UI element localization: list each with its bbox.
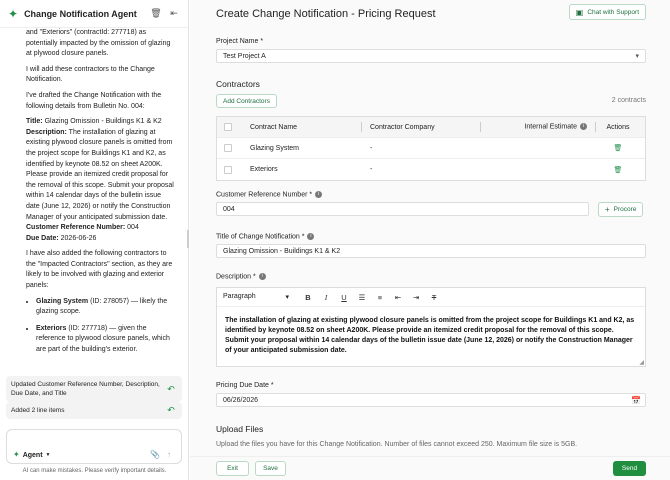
contractors-table xyxy=(216,116,646,181)
undo-icon[interactable]: ↶ xyxy=(167,383,175,394)
contractors-section-title: Contractors xyxy=(216,79,260,89)
column-header: Actions xyxy=(606,123,630,131)
page-title: Create Change Notification - Pricing Request xyxy=(216,8,436,20)
project-name-value: Test Project A xyxy=(223,52,266,60)
button-label: Exit xyxy=(227,465,238,472)
upload-files-title: Upload Files xyxy=(216,424,264,434)
button-label: Send xyxy=(621,465,638,472)
contractor-list xyxy=(26,297,175,356)
title-value: Glazing Omission - Buildings K1 & K2 xyxy=(223,247,341,255)
attachment-icon[interactable]: 📎 xyxy=(150,450,160,459)
agent-panel xyxy=(0,0,189,480)
indent-icon[interactable]: ⇥ xyxy=(412,292,420,302)
ai-disclaimer: AI can make mistakes. Please verify important details. xyxy=(22,468,167,474)
chat-bubble-icon: ▣ xyxy=(575,7,584,17)
status-item xyxy=(6,402,182,419)
label-text: Title of Change Notification * xyxy=(216,233,305,241)
field-value: The installation of glazing at existing plywood closure panels is omitted from the project scope for Buildings K1 and K2, as identified by keynote 08.52 on sheet A200K. Please provide an itemized credit proposal for the removal of this scope. Submit your proposal within 14 calendar days of the bulletin issue date (June 12, 2026) or notify the Construction Manager of your anticipated submission date. xyxy=(26,128,174,221)
chevron-down-icon: ▼ xyxy=(45,452,51,458)
list-item xyxy=(36,297,175,318)
field-value: Glazing Omission - Buildings K1 & K2 xyxy=(44,118,162,126)
description-text[interactable]: The installation of glazing at existing plywood closure panels is omitted from the project scope for Buildings K1 and K2, as identified by keynote 08.52 on sheet A200K. Please provide an itemized credit proposal for the removal of this scope. Submit your proposal within 14 calendar days of the bulletin issue date (June 12, 2026) or notify the Construction Manager of your anticipated submission date. xyxy=(225,317,635,354)
chat-message: I will add these contractors to the Change Notification. xyxy=(26,65,155,84)
table-row xyxy=(217,159,645,180)
info-icon[interactable]: i xyxy=(307,233,314,240)
collapse-panel-icon[interactable]: ⇤ xyxy=(170,8,178,18)
contractor-company-cell: - xyxy=(370,166,373,173)
chat-message: and "Exteriors" (contractId: 277718) as potentially impacted by the omission of glazing at plywood closure panels. xyxy=(26,29,171,58)
description-label xyxy=(216,273,266,280)
chat-with-support-button[interactable] xyxy=(569,4,646,20)
project-name-label: Project Name * xyxy=(216,38,264,45)
field-label: Customer Reference Number: xyxy=(26,224,126,232)
form-header xyxy=(190,0,670,28)
chat-transcript xyxy=(0,28,185,373)
chat-message xyxy=(26,117,175,244)
field-label: Title: xyxy=(26,118,43,126)
upload-note: Upload the files you have for this Change Notification. Number of files cannot exceed 250. Maximum file size is 5GB. xyxy=(216,441,578,448)
chevron-down-icon: ▾ xyxy=(635,53,639,60)
info-icon[interactable]: i xyxy=(315,191,322,198)
paragraph-style-select[interactable] xyxy=(223,293,289,301)
customer-reference-value: 004 xyxy=(223,205,235,213)
button-label: Procore xyxy=(613,206,637,213)
title-label xyxy=(216,233,314,240)
row-checkbox[interactable] xyxy=(224,144,232,152)
chat-message: I have also added the following contractors to the "Impacted Contractors" section, as they are likely to be involved with glazing and exterior panels: xyxy=(26,250,173,290)
list-item xyxy=(36,324,175,356)
trash-icon[interactable]: 🗑 xyxy=(150,8,162,18)
column-header-label: Internal Estimate xyxy=(524,123,577,131)
column-header xyxy=(481,123,595,130)
customer-reference-label xyxy=(216,191,322,198)
italic-icon[interactable]: I xyxy=(324,292,328,302)
contractor-name: Glazing System xyxy=(36,297,89,305)
trash-icon[interactable]: 🗑 xyxy=(613,145,623,152)
underline-icon[interactable]: U xyxy=(341,292,347,302)
contracts-count: 2 contracts xyxy=(611,97,646,104)
select-all-checkbox[interactable] xyxy=(224,123,232,131)
row-checkbox[interactable] xyxy=(224,166,232,174)
numbered-list-icon[interactable]: ≡ xyxy=(377,292,383,302)
form-footer xyxy=(190,456,670,480)
contract-name-cell: Glazing System xyxy=(250,144,300,152)
field-value: 004 xyxy=(127,224,139,232)
calendar-icon[interactable]: 📅 xyxy=(631,395,641,405)
info-icon[interactable]: i xyxy=(259,273,266,280)
exit-button[interactable] xyxy=(216,461,249,476)
agent-mode-label: Agent xyxy=(22,451,43,459)
resize-handle-icon[interactable]: ◢ xyxy=(639,360,644,366)
sparkle-icon: ✦ xyxy=(8,6,19,21)
field-label: Due Date: xyxy=(26,234,59,242)
label-text: Customer Reference Number * xyxy=(216,191,313,199)
send-arrow-icon[interactable]: ↑ xyxy=(167,450,171,459)
plus-icon: + xyxy=(605,205,610,214)
actions-cell xyxy=(596,144,640,152)
customer-reference-input[interactable] xyxy=(216,202,589,216)
agent-title: Change Notification Agent xyxy=(24,8,137,19)
button-label: Add Contractors xyxy=(223,97,270,105)
editor-toolbar xyxy=(217,288,645,307)
status-label: Updated Customer Reference Number, Description, Due Date, and Title xyxy=(11,381,160,397)
project-name-select[interactable] xyxy=(216,49,646,63)
button-label: Chat with Support xyxy=(587,8,639,16)
info-icon[interactable]: i xyxy=(580,123,587,130)
status-label: Added 2 line items xyxy=(11,407,65,414)
pricing-due-value: 06/26/2026 xyxy=(223,396,259,404)
status-item xyxy=(6,376,182,402)
clear-format-icon[interactable]: T xyxy=(431,292,437,302)
send-button[interactable] xyxy=(613,461,646,476)
title-input[interactable] xyxy=(216,244,646,258)
column-header: Contract Name xyxy=(250,123,298,131)
table-row xyxy=(217,138,645,159)
save-button[interactable] xyxy=(255,461,286,476)
procore-button[interactable] xyxy=(598,202,643,217)
undo-icon[interactable]: ↶ xyxy=(167,405,175,415)
message-composer[interactable] xyxy=(6,429,182,464)
outdent-icon[interactable]: ⇤ xyxy=(394,292,402,302)
column-header: Contractor Company xyxy=(370,123,435,131)
field-value: 2026-06-26 xyxy=(60,234,97,242)
pricing-due-date-input[interactable] xyxy=(216,393,646,407)
contractor-company-cell: - xyxy=(370,144,373,152)
contract-name-cell: Exteriors xyxy=(250,166,278,173)
change-notification-form xyxy=(190,0,670,480)
table-header-row xyxy=(217,117,645,138)
chevron-down-icon: ▾ xyxy=(285,294,289,301)
add-contractors-button[interactable] xyxy=(216,94,277,108)
trash-icon[interactable]: 🗑 xyxy=(613,166,623,174)
bold-icon[interactable]: B xyxy=(305,292,311,302)
contractor-detail: (ID: 277718) — given the reference to plywood closure panels, which are part of the building's exterior. xyxy=(36,324,170,354)
sparkle-icon: ✦ xyxy=(13,450,20,459)
label-text: Description * xyxy=(216,273,256,281)
chat-scrollbar[interactable] xyxy=(187,230,189,248)
field-label: Description: xyxy=(26,128,67,136)
actions-cell xyxy=(596,166,640,174)
agent-mode-select[interactable] xyxy=(13,451,51,459)
agent-header xyxy=(0,0,188,28)
contractor-name: Exteriors xyxy=(36,324,67,332)
paragraph-style-value: Paragraph xyxy=(223,293,256,300)
pricing-due-label: Pricing Due Date * xyxy=(216,382,274,389)
bulleted-list-icon[interactable]: ☰ xyxy=(358,292,366,302)
chat-message: I've drafted the Change Notification with the following details from Bulletin No. 004: xyxy=(26,91,162,110)
contractor-detail: (ID: 278057) — likely the glazing scope. xyxy=(36,297,168,316)
description-editor[interactable] xyxy=(216,287,646,367)
button-label: Save xyxy=(263,465,278,472)
